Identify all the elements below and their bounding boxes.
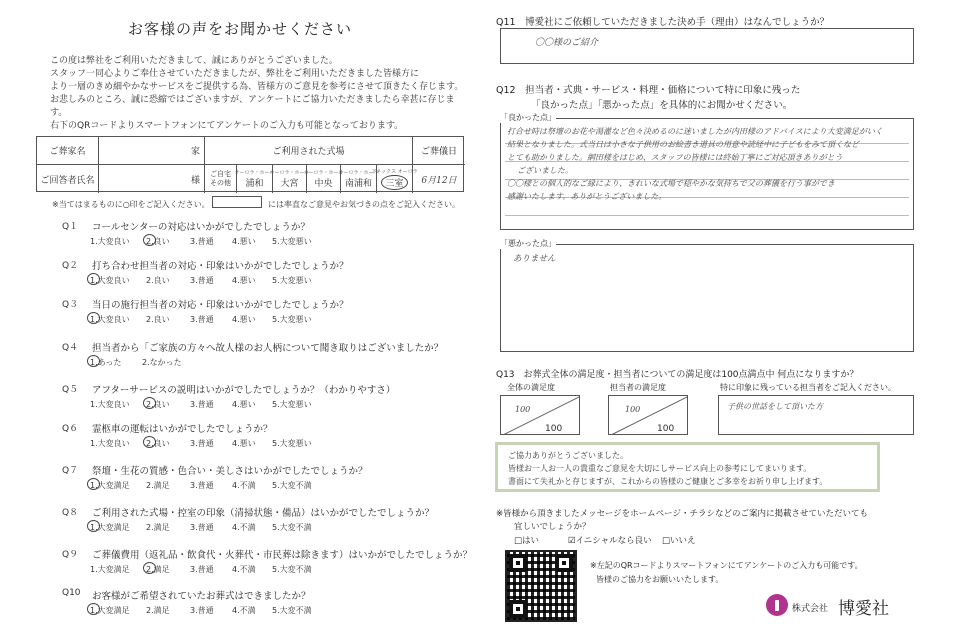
option-label: 1.大変満足 (90, 523, 130, 532)
answer-option-selected[interactable] (90, 357, 122, 368)
answer-option[interactable]: 3.普通 (190, 606, 214, 615)
answer-option[interactable]: 2.なかった (142, 358, 182, 367)
answer-option[interactable]: 5.大変悪い (272, 276, 312, 285)
qr-finder (509, 600, 527, 618)
funeral-name-label: ご葬家名 (37, 137, 99, 165)
question-number: Q９ (62, 550, 79, 560)
question-text: アフターサービスの説明はいかがでしたでしょうか？（わかりやすさ） (92, 385, 396, 396)
comment-box-sample (212, 196, 262, 208)
answer-option[interactable]: 3.普通 (190, 439, 214, 448)
overall-score-max: 100 (545, 424, 563, 434)
venue-option-omiya[interactable] (269, 165, 310, 193)
thanks-line: 皆様お一人お一人の貴重なご意見を大切にしサービス向上の参考にしてまいります。 (508, 464, 812, 473)
selected-circle-mark (87, 603, 100, 615)
intro-text (50, 55, 470, 133)
question-text: お客様がご希望されていたお葬式はできましたか？ (92, 591, 311, 602)
venue-main-label: 大宮 (280, 179, 299, 189)
selected-circle-mark (87, 312, 100, 324)
good-points-label: 「良かった点」 (500, 113, 556, 122)
answer-option[interactable]: 4.悪い (232, 276, 256, 285)
question-number: Q８ (62, 508, 79, 518)
venue-small-label: オーロラ・ホール (269, 170, 310, 176)
qr-finder (555, 554, 573, 572)
sama-label: 様 (190, 175, 200, 186)
answer-option[interactable]: 1.大変良い (90, 400, 130, 409)
option-label: 1.大変良い (90, 315, 130, 324)
thanks-line: 書面にて失礼かと存じますが、これからの皆様のご健康とご多幸をお祈り申し上げます。 (508, 477, 828, 486)
intro-line: お悲しみのところ、誠に恐縮ではございますが、アンケートにご協力いただきましたら幸甚に存じます。 (50, 95, 455, 118)
qr-finder (509, 554, 527, 572)
answer-line: ございました。 (517, 166, 573, 175)
venue-option-urawa[interactable] (234, 165, 275, 193)
answer-option[interactable]: 5.大変不満 (272, 606, 312, 615)
venue-option-mimuro[interactable] (371, 165, 418, 193)
option-label: 1.大変満足 (90, 481, 130, 490)
company-name: 博愛社 (838, 599, 889, 619)
venue-small-label: オーロラ・ホール (303, 170, 344, 176)
venue-main-label: 南浦和 (344, 179, 372, 189)
answer-option[interactable]: 3.普通 (190, 481, 214, 490)
intro-line: この度は弊社をご利用いただきまして、誠にありがとうございました。 (50, 56, 338, 66)
answer-option-selected[interactable] (90, 480, 130, 491)
answer-option-selected[interactable] (146, 399, 170, 410)
q12-good-box[interactable] (500, 113, 914, 230)
answer-option[interactable]: 4.悪い (232, 400, 256, 409)
overall-satisfaction-label: 全体の満足度 (507, 383, 555, 392)
instruction-note: ※当てはまるものに○印をご記入ください。 (52, 200, 210, 209)
memorable-staff-answer: 子供の世話をして頂いた方 (727, 402, 823, 411)
house-label: 家 (190, 147, 200, 157)
q12-question: Q12 担当者・式典・サービス・料理・価格について特に印象に残った (496, 85, 801, 96)
answer-line: 〇〇様との個人的なご縁により、きれいな式場で穏やかな気持ちで父の葬儀を行う事ができ (507, 179, 835, 188)
funeral-name-field[interactable] (99, 137, 205, 165)
question-number: Q６ (62, 424, 79, 434)
answer-option[interactable]: 3.普通 (190, 237, 214, 246)
company-logo-icon (766, 594, 788, 616)
question-text: ご利用された式場・控室の印象（清掃状態・備品）はいかがでしたでしょうか？ (92, 508, 435, 519)
staff-score-max: 100 (657, 424, 675, 434)
publish-option-yes[interactable]: □はい (514, 536, 540, 546)
venue-small-label: オーロラ・ホール (234, 170, 275, 176)
question-text: 祭壇・生花の質感・色合い・美しさはいかがでしたでしょうか？ (92, 466, 368, 477)
info-table (36, 136, 464, 192)
publish-option-initials[interactable]: ☑イニシャルなら良い (568, 536, 652, 546)
answer-option[interactable]: 5.大変不満 (272, 523, 312, 532)
intro-line: より一層のきめ細やかなサービスをご提供する為、皆様方のご意見を参考にさせて頂きたく存じます。 (50, 82, 464, 92)
answer-option[interactable]: 4.悪い (232, 237, 256, 246)
q12-question-2: 「良かった点」「悪かった点」を具体的にお聞かせください。 (531, 100, 793, 111)
selected-circle-mark (87, 478, 100, 490)
question-text: ご葬儀費用（返礼品・飲食代・火葬代・市民葬は除きます）はいかがでしたでしょうか？ (92, 550, 473, 561)
date-label: ご葬儀日 (413, 137, 465, 165)
answer-option[interactable]: 4.悪い (232, 439, 256, 448)
staff-score-value: 100 (625, 405, 641, 414)
answer-option[interactable]: 4.不満 (232, 606, 256, 615)
option-label: 2.良い (146, 400, 170, 409)
score-divider (501, 396, 580, 435)
date-value[interactable]: 6月12日 (421, 175, 457, 186)
answer-option[interactable]: 1.大変良い (90, 439, 130, 448)
answer-option-selected[interactable] (90, 314, 130, 325)
qr-code-icon[interactable] (505, 550, 577, 622)
answer-line: とても助かりました。網田様をはじめ、スタッフの皆様には終始丁寧にご対応頂きありがとう (507, 153, 843, 162)
staff-satisfaction-label: 担当者の満足度 (610, 383, 666, 392)
page-title: お客様の声をお聞かせください (127, 20, 352, 38)
option-label: 2.良い (146, 439, 170, 448)
answer-option[interactable]: 3.普通 (190, 315, 214, 324)
option-label: 2.良い (146, 237, 170, 246)
publish-option-no[interactable]: □いいえ (662, 536, 696, 546)
intro-line: 右下のQRコードよりスマートフォンにてアンケートのご入力も可能となっております。 (50, 121, 404, 131)
respondent-label: ご回答者氏名 (37, 165, 99, 193)
instruction-note-2: には率直なご意見やお気づきの点をご記入ください。 (268, 200, 460, 209)
publish-question: ※皆様から頂きましたメッセージをホームページ・チラシなどのご案内に掲載させていただいても (496, 509, 868, 519)
answer-line: 感謝いたします。ありがとうございました。 (507, 192, 667, 201)
question-number: Q２ (62, 261, 79, 271)
question-number: Q７ (62, 466, 79, 476)
venue-small-label: オーロラ・ホール (338, 170, 379, 176)
answer-option[interactable]: 2.満足 (146, 606, 170, 615)
answer-option[interactable]: 4.悪い (232, 315, 256, 324)
overall-score-box[interactable] (500, 395, 580, 435)
answer-option[interactable]: 3.普通 (190, 523, 214, 532)
answer-option-selected[interactable] (90, 522, 130, 533)
memorable-staff-label: 特に印象に残っている担当者をご記入ください。 (720, 383, 896, 392)
answer-option-selected[interactable] (90, 605, 130, 616)
question-number: Q１ (62, 222, 79, 232)
q11-answer: 〇〇様のご紹介 (535, 38, 599, 48)
option-label: 1.大変良い (90, 276, 130, 285)
answer-option[interactable]: 5.大変不満 (272, 565, 312, 574)
question-text: 担当者から「ご家族の方々へ故人様のお人柄について聞き取りはございましたか？ (92, 343, 444, 354)
question-number: Q10 (62, 588, 81, 598)
answer-option[interactable]: 1.大変良い (90, 237, 130, 246)
thank-you-box (495, 442, 880, 492)
answer-option[interactable]: 2.満足 (146, 523, 170, 532)
answer-option-selected[interactable] (146, 564, 170, 575)
venue-label: ご利用された式場 (205, 137, 413, 165)
question-number: Q３ (62, 300, 79, 310)
question-number: Q５ (62, 385, 79, 395)
selected-circle-mark (87, 355, 100, 367)
selected-circle-mark (143, 234, 156, 246)
answer-option-selected[interactable] (146, 236, 170, 247)
option-label: 1.大変満足 (90, 606, 130, 615)
respondent-field[interactable] (99, 165, 205, 193)
answer-option[interactable]: 4.不満 (232, 481, 256, 490)
selected-circle-mark (143, 436, 156, 448)
answer-line: 打合せ時は祭壇のお花や湯灌など色々決めるのに迷いましたが内田様のアドバイスにより大変満足がいく (507, 127, 883, 136)
answer-option[interactable]: 2.良い (146, 315, 170, 324)
qr-note: ※左記のQRコードよりスマートフォンにてアンケートのご入力も可能です。 (590, 561, 863, 570)
selected-circle-mark (87, 273, 100, 285)
bad-points-answer: ありません (513, 254, 556, 264)
memorable-staff-box[interactable] (718, 395, 914, 435)
answer-option[interactable]: 5.大変悪い (272, 237, 312, 246)
answer-option[interactable]: 5.大変悪い (272, 439, 312, 448)
selected-circle-mark (87, 520, 100, 532)
answer-option[interactable]: 5.大変不満 (272, 481, 312, 490)
option-label: 2.満足 (146, 565, 170, 574)
answer-option[interactable]: 4.不満 (232, 565, 256, 574)
question-number: Q４ (62, 343, 79, 353)
selected-circle-mark (143, 397, 156, 409)
answer-option[interactable]: 2.満足 (146, 481, 170, 490)
selected-circle-mark (143, 562, 156, 574)
answer-option[interactable]: 3.普通 (190, 565, 214, 574)
venue-main-label: 中央 (314, 179, 333, 189)
question-text: 当日の施行担当者の対応・印象はいかがでしたでしょうか？ (92, 300, 349, 311)
thanks-line: ご協力ありがとうございました。 (508, 451, 628, 460)
intro-line: スタッフ一同心よりご奉仕させていただきましたが、弊社をご利用いただきました皆様方に (50, 69, 420, 79)
answer-option[interactable]: 1.大変満足 (90, 565, 130, 574)
answer-option[interactable]: 3.普通 (190, 276, 214, 285)
venue-option-chuo[interactable] (303, 165, 344, 193)
answer-option[interactable]: 2.良い (146, 276, 170, 285)
overall-score-value: 100 (515, 405, 531, 414)
answer-option[interactable]: 5.大変悪い (272, 400, 312, 409)
venue-small-label: アネックス オーロラ (371, 169, 418, 175)
question-text: 打ち合わせ担当者の対応・印象はいかがでしたでしょうか？ (92, 261, 349, 272)
venue-selected-mark: 三室 (381, 175, 407, 190)
answer-option-selected[interactable] (90, 275, 130, 286)
q12-bad-box[interactable] (500, 239, 914, 352)
question-text: コールセンターの対応はいかがでしたでしょうか？ (92, 222, 310, 233)
bad-points-label: 「悪かった点」 (500, 239, 556, 248)
answer-line: 結果となりました。式当日は小さな子供用のお絵書き道具の用意や読経中に子どもをみて頂くなど (507, 140, 859, 149)
venue-main-label: 浦和 (245, 179, 264, 189)
qr-note-2: 皆様のご協力をお願いいたします。 (596, 575, 724, 584)
answer-option[interactable]: 4.不満 (232, 523, 256, 532)
answer-option[interactable]: 5.大変悪い (272, 315, 312, 324)
staff-score-box[interactable] (608, 395, 688, 435)
q11-question: Q11 博愛社にご依頼していただきました決め手（理由）はなんでしょうか？ (496, 17, 830, 28)
q13-question: Q13 お葬式全体の満足度・担当者についての満足度は100点満点中 何点になりますか？ (496, 370, 859, 380)
company-prefix: 株式会社 (792, 604, 829, 614)
answer-option-selected[interactable] (146, 438, 170, 449)
q11-answer-box[interactable] (500, 28, 914, 64)
publish-question-2: 宜しいでしょうか？ (514, 522, 591, 532)
option-label: 1.あった (90, 358, 122, 367)
question-text: 霊柩車の運転はいかがでしたでしょうか？ (92, 424, 273, 435)
good-points-answer (507, 125, 883, 203)
answer-option[interactable]: 3.普通 (190, 400, 214, 409)
venue-option-home[interactable]: ご自宅 その他 (205, 165, 237, 193)
score-divider (609, 396, 688, 435)
